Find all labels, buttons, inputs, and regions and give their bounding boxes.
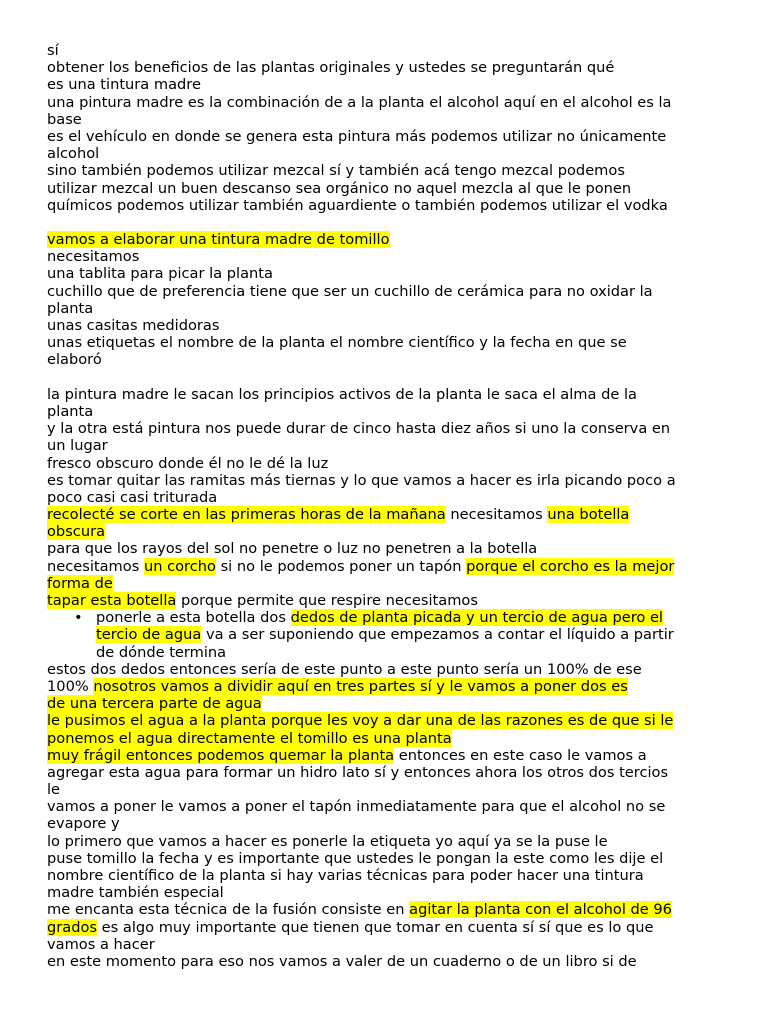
bullet-item-continuation [47, 626, 727, 643]
text-run: va a ser suponiendo que empezamos a contar el líquido a partir [201, 626, 674, 644]
text-line [47, 231, 727, 248]
text-line [47, 558, 727, 575]
text-line: poco casi casi triturada [47, 488, 218, 506]
highlight: de una tercera parte de agua [47, 695, 262, 713]
text-line [47, 901, 727, 918]
text-run: porque permite que respire necesitamos [176, 592, 478, 609]
text-line: es una tintura madre [47, 76, 201, 94]
text-line: un lugar [47, 437, 108, 455]
highlight: porque el corcho es la mejor [466, 557, 675, 575]
text-run: es algo muy importante que tienen que tomar en cuenta sí sí que es lo que [97, 918, 654, 936]
text-line: utilizar mezcal un buen descanso sea orgánico no aquel mezcla al que le ponen [47, 179, 632, 197]
highlight: tercio de agua [96, 626, 202, 644]
text-line: vamos a hacer [47, 935, 155, 953]
text-line: cuchillo que de preferencia tiene que ser un cuchillo de cerámica para no oxidar la [47, 282, 653, 300]
text-line: unas etiquetas el nombre de la planta el nombre científico y la fecha en que se [47, 334, 627, 352]
text-line: sí [47, 42, 59, 59]
paragraph-gap [47, 214, 727, 231]
highlight: dedos de planta picada y un tercio de agua pero el [290, 609, 663, 627]
highlight: tapar esta botella [47, 592, 177, 609]
text-line [47, 695, 727, 712]
text-line: la pintura madre le sacan los principios activos de la planta le saca el alma de la [47, 385, 637, 403]
text-line: elaboró [47, 351, 102, 369]
text-line: una tablita para picar la planta [47, 265, 273, 283]
text-line [47, 747, 727, 764]
text-line [47, 678, 727, 695]
text-line: estos dos dedos entonces sería de este punto a este punto sería un 100% de ese [47, 660, 642, 678]
highlight: le pusimos el agua a la planta porque les voy a dar una de las razones es de que si le [47, 712, 674, 730]
text-line: necesitamos [47, 248, 140, 266]
text-line: para que los rayos del sol no penetre o luz no penetren a la botella [47, 540, 538, 558]
text-line: madre también especial [47, 884, 224, 902]
text-line: alcohol [47, 145, 100, 163]
text-line: unas casitas medidoras [47, 317, 220, 334]
highlight: un corcho [143, 557, 216, 575]
text-line: es el vehículo en donde se genera esta pintura más podemos utilizar no únicamente [47, 127, 667, 145]
text-line: vamos a poner le vamos a poner el tapón inmediatamente para que el alcohol no se [47, 798, 666, 816]
paragraph-gap [47, 369, 727, 386]
document-body [47, 42, 727, 970]
text-run: ponerle a esta botella dos [96, 609, 291, 627]
text-run: necesitamos [47, 557, 144, 575]
text-line: planta [47, 402, 94, 420]
highlight: ponemos el agua directamente el tomillo es una planta [47, 729, 452, 747]
highlight: nosotros vamos a dividir aquí en tres partes sí y le vamos a poner dos es [93, 677, 628, 695]
text-line: es tomar quitar las ramitas más tiernas y lo que vamos a hacer es irla picando poco a [47, 471, 676, 489]
text-line [47, 919, 727, 936]
text-run: si no le podemos poner un tapón [215, 557, 467, 575]
text-line: agregar esta agua para formar un hidro lato sí y entonces ahora los otros dos tercios [47, 763, 669, 781]
text-line: una pintura madre es la combinación de a la planta el alcohol aquí en el alcohol es la [47, 93, 672, 111]
bullet-icon: • [74, 609, 83, 627]
text-line: evapore y [47, 815, 120, 833]
text-line [47, 575, 727, 592]
text-line: en este momento para eso nos vamos a valer de un cuaderno o de un libro si de [47, 952, 637, 970]
text-line: le [47, 781, 61, 799]
highlight: forma de [47, 574, 113, 592]
text-line: lo primero que vamos a hacer es ponerle la etiqueta yo aquí ya se la puse le [47, 832, 608, 850]
highlight: obscura [47, 523, 106, 541]
highlight: una botella [547, 506, 630, 524]
highlight: recolecté se corte en las primeras horas de la mañana [47, 506, 446, 524]
highlight: vamos a elaborar una tintura madre de tomillo [47, 231, 390, 249]
text-line: planta [47, 299, 94, 317]
bullet-item-continuation: de dónde termina [96, 643, 227, 661]
text-run: 100% [47, 677, 94, 695]
text-run: me encanta esta técnica de la fusión consiste en [47, 901, 410, 919]
text-line: y la otra está pintura nos puede durar de cinco hasta diez años si uno la conserva en [47, 420, 671, 438]
highlight: muy frágil entonces podemos quemar la planta [47, 746, 395, 764]
text-line: fresco obscuro donde él no le dé la luz [47, 454, 329, 472]
text-line [47, 712, 727, 729]
highlight: agitar la planta con el alcohol de 96 [409, 901, 672, 919]
text-run: necesitamos [445, 506, 548, 524]
text-line [47, 730, 727, 747]
text-line: nombre científico de la planta si hay varias técnicas para poder hacer una tintura [47, 867, 644, 884]
bullet-item [47, 609, 727, 626]
text-run: entonces en este caso le vamos a [394, 746, 647, 764]
text-line [47, 523, 727, 540]
text-line [47, 506, 727, 523]
text-line: puse tomillo la fecha y es importante que ustedes le pongan la este como les dije el [47, 849, 664, 867]
text-line: base [47, 110, 82, 128]
text-line: sino también podemos utilizar mezcal sí y también acá tengo mezcal podemos [47, 162, 625, 180]
text-line [47, 592, 727, 609]
text-line: obtener los beneficios de las plantas originales y ustedes se preguntarán qué [47, 59, 615, 77]
text-line: químicos podemos utilizar también aguardiente o también podemos utilizar el vodka [47, 196, 668, 214]
highlight: grados [47, 918, 98, 936]
